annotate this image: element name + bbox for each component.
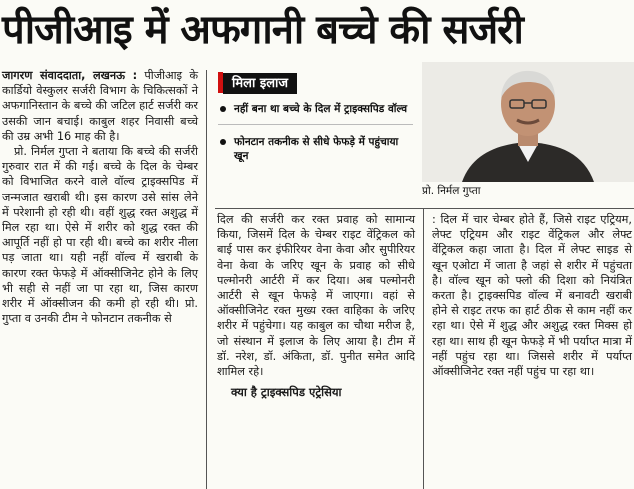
article-column-1 [2, 68, 198, 326]
box-item [218, 102, 413, 125]
intro-text: पीजीआइ के कार्डियो वेस्कुलर सर्जरी विभाग के चिकित्सकों ने अफगानिस्तान के बच्चे की जटिल हार्ट सर्जरी कर उसकी जान बचाई। काबुल शहर निवासी बच्चे की उम्र अभी 16 माह की है। [2, 69, 198, 143]
headline: पीजीआइ में अफगानी बच्चे की सर्जरी [2, 7, 523, 53]
bullet-icon [220, 139, 226, 145]
photo-caption: प्रो. निर्मल गुप्ता [422, 185, 481, 197]
portrait-illustration [422, 62, 634, 182]
box-item-text: फोनटान तकनीक से सीधे फेफड़े में पहुंचाया खून [234, 136, 399, 162]
column-3-paragraph: : दिल में चार चेम्बर होते हैं, जिसे राइट एट्रियम, लेफ्ट एट्रियम और राइट वेंट्रिकल और लेफ्ट वेंट्रिकल कहा जाता है। दिल में लेफ्ट साइड से खून एओटा में जाता है जहां से शरीर में पहुंचता है। वॉल्व खून को फ्लो की दिशा को नियंत्रित करता है। ट्राइक्सपिड वॉल्व में बनावटी खराबी होने से राइट तरफ का हार्ट ठीक से काम नहीं कर रहा था। ऐसे में शुद्ध और अशुद्ध रक्त मिक्स हो रहा था। साथ ही खून फेफड़े में भी पर्याप्त मात्रा में नहीं पहुंच रहा था। जिससे शरीर में पर्याप्त ऑक्सीजिनेट रक्त नहीं पहुंच पा रहा था। [432, 213, 632, 379]
highlight-box [218, 72, 413, 206]
column-divider [423, 208, 424, 489]
intro-paragraph [2, 68, 198, 144]
subhead: क्या है ट्राइक्सपिड एट्रेसिया [231, 385, 342, 400]
bullet-icon [220, 106, 226, 112]
box-item-text: नहीं बना था बच्चे के दिल में ट्राइक्सपिड वॉल्व [234, 103, 408, 115]
box-item [218, 135, 413, 171]
column-1-paragraph: प्रो. निर्मल गुप्ता ने बताया कि बच्चे की सर्जरी गुरुवार रात में की गई। बच्चे के दिल के चेम्बर को विभाजित करने वाले वॉल्व ट्राइक्सपिड में जन्मजात खराबी थी। इस कारण उसे सांस लेने में परेशानी हो रही थी। वहीं शुद्ध रक्त अशुद्ध में मिल रहा था। ऐसे में शरीर को शुद्ध रक्त की आपूर्ति नहीं हो पा रही थी। बच्चे का शरीर नीला पड़ जाता था। यही नहीं वॉल्व में खराबी के कारण रक्त फेफड़े में ऑक्सीजिनेट होने के लिए भी सही से नहीं जा पा रहा था, जिस कारण शरीर में ऑक्सीजन की कमी हो रही थी। प्रो. गुप्ता व उनकी टीम ने फोनटान तकनीक से [2, 145, 198, 326]
box-title: मिला इलाज [223, 73, 297, 94]
article-column-2 [217, 212, 415, 400]
horizontal-divider [215, 208, 634, 209]
column-2-paragraph: दिल की सर्जरी कर रक्त प्रवाह को सामान्य किया, जिसमें दिल के चेम्बर राइट वेंट्रिकल को बाई पास कर इंफीरियर वेना केवा और सुपीरियर वेना केवा के जरिए खून के प्रवाह को सीधे पल्मोनरी आर्टरी में कर दिया। अब पल्मोनरी आर्टरी से खून फेफड़े में जाएगा। वहां से ऑक्सीजिनेट रक्त मुख्य रक्त वाहिका के जरिए शरीर में पहुंचेगा। यह काबुल का चौथा मरीज है, जो संस्थान में इलाज के लिए आया है। टीम में डॉ. नरेश, डॉ. अंकिता, डॉ. पुनीत समेत आदि शामिल रहे। [217, 213, 415, 379]
column-divider [206, 70, 207, 489]
doctor-portrait-photo [422, 62, 634, 182]
article-column-3 [432, 212, 632, 379]
red-accent-bar [218, 72, 223, 93]
byline: जागरण संवाददाता, लखनऊ : [2, 69, 138, 82]
